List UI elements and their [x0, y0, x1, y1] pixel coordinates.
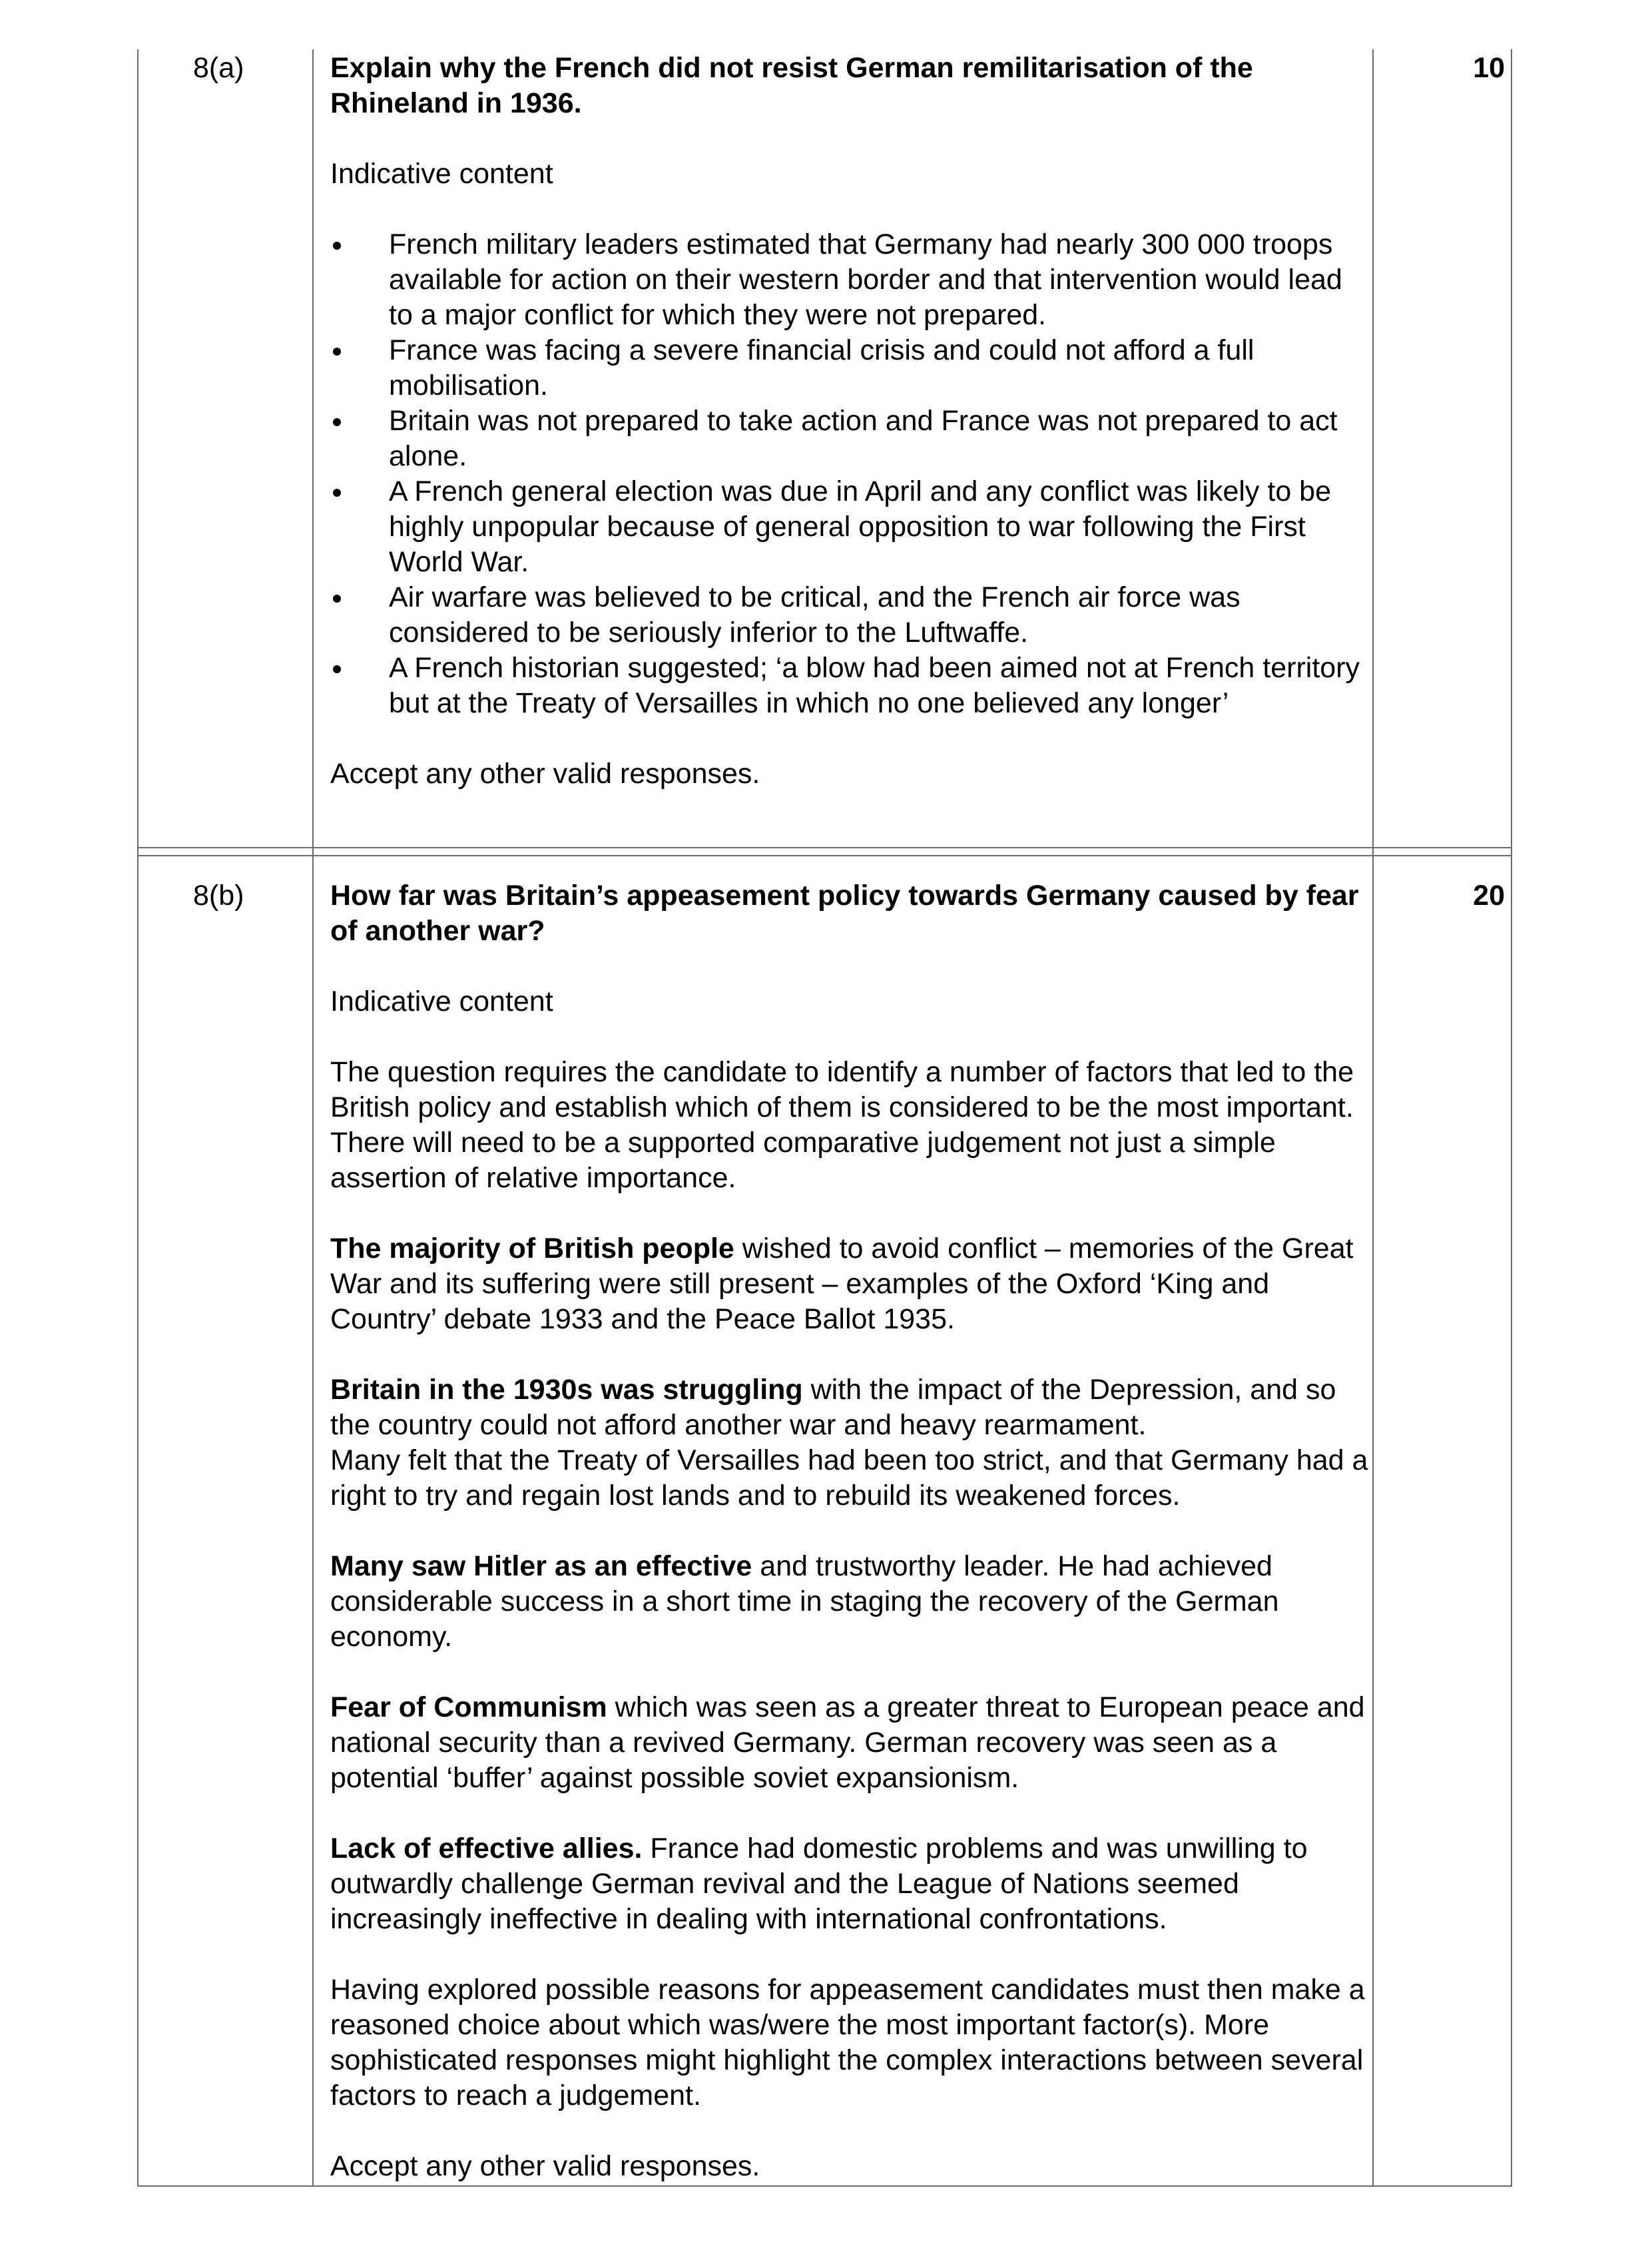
bullet-text: French military leaders estimated that Germany had nearly 300 000 troops available for action on their western border and that intervention would lead to a major conflict for which they were not prepared. — [389, 228, 1342, 331]
bullet-icon — [333, 418, 341, 426]
bullet-item — [330, 580, 1369, 651]
table-border-bottom — [137, 2185, 1512, 2187]
bullet-text: A French historian suggested; ‘a blow had been aimed not at French territory but at the Treaty of Versailles in which no one believed any longer’ — [389, 652, 1360, 719]
factor-paragraph — [330, 1231, 1369, 1337]
factor-lead: The majority of British people — [330, 1233, 734, 1264]
closing-note: Accept any other valid responses. — [330, 2150, 760, 2182]
table-border-right — [1511, 49, 1512, 2185]
question-number: 8(a) — [193, 52, 244, 84]
bullet-icon — [333, 595, 341, 603]
bullet-item — [330, 474, 1369, 580]
question-number: 8(b) — [193, 880, 244, 912]
bullet-item — [330, 227, 1369, 333]
question-title: How far was Britain’s appeasement policy towards Germany caused by fear of another war? — [330, 880, 1359, 947]
bullet-item — [330, 404, 1369, 474]
question-8b-content — [330, 878, 1369, 2184]
factor-text: France had domestic problems and was unwilling to outwardly challenge German revival and the League of Nations seemed increasingly ineffective in dealing with international confrontations. — [330, 1832, 1308, 1935]
factor-lead: Lack of effective allies. — [330, 1832, 643, 1864]
bullet-icon — [333, 489, 341, 497]
factor-lead: Fear of Communism — [330, 1691, 607, 1723]
bullet-text: A French general election was due in April and any conflict was likely to be highly unpopular because of general opposition to war following the First World War. — [389, 475, 1332, 578]
bullet-text: France was facing a severe financial crisis and could not afford a full mobilisation. — [389, 334, 1254, 402]
question-marks: 20 — [1473, 880, 1505, 912]
factor-text: wished to avoid conflict – memories of the Great War and its suffering were still present – examples of the Oxford ‘King and Country’ debate 1933 and the Peace Ballot 1935. — [330, 1233, 1354, 1335]
factor-paragraph — [330, 1831, 1369, 1937]
table-border-left — [137, 49, 138, 2185]
factor-extra-text: Many felt that the Treaty of Versailles had been too strict, and that Germany had a right to try and regain lost lands and to rebuild its weakened forces. — [330, 1444, 1368, 1512]
factor-text: with the impact of the Depression, and so the country could not afford another war and heavy rearmament. — [330, 1374, 1336, 1441]
bullet-icon — [333, 665, 341, 673]
question-title: Explain why the French did not resist German remilitarisation of the Rhineland in 1936. — [330, 52, 1253, 119]
intro-paragraph: The question requires the candidate to identify a number of factors that led to the British policy and establish which of them is considered to be the most important. There will need to be a supported comparative judgement not just a simple assertion of relative importance. — [330, 1056, 1354, 1194]
indicative-content-label: Indicative content — [330, 985, 553, 1017]
bullet-icon — [333, 348, 341, 356]
factor-paragraph — [330, 1549, 1369, 1655]
factor-paragraph — [330, 1690, 1369, 1796]
bullet-text: Air warfare was believed to be critical, and the French air force was considered to be seriously inferior to the Luftwaffe. — [389, 581, 1240, 649]
row-separator-top — [137, 847, 1512, 848]
bullet-item — [330, 333, 1369, 404]
bullet-icon — [333, 242, 341, 250]
factor-text: which was seen as a greater threat to European peace and national security than a revived Germany. German recovery was seen as a potential ‘buffer’ against possible soviet expansionism. — [330, 1691, 1365, 1794]
bullet-list — [330, 227, 1369, 721]
row-separator-bottom — [137, 855, 1512, 856]
question-8a-content — [330, 51, 1369, 792]
column-divider-marks — [1372, 49, 1374, 2185]
closing-note: Accept any other valid responses. — [330, 758, 760, 790]
factor-lead: Many saw Hitler as an effective — [330, 1550, 752, 1582]
bullet-item — [330, 651, 1369, 721]
factor-paragraph — [330, 1372, 1369, 1514]
factor-text: and trustworthy leader. He had achieved considerable success in a short time in staging the recovery of the German economy. — [330, 1550, 1279, 1653]
factor-lead: Britain in the 1930s was struggling — [330, 1374, 803, 1406]
question-marks: 10 — [1473, 52, 1505, 84]
bullet-text: Britain was not prepared to take action and France was not prepared to act alone. — [389, 405, 1338, 472]
conclusion-paragraph: Having explored possible reasons for appeasement candidates must then make a reasoned choice about which was/were the most important factor(s). More sophisticated responses might highlight the complex interactions between several factors to reach a judgement. — [330, 1974, 1365, 2111]
column-divider-number — [312, 49, 314, 2185]
indicative-content-label: Indicative content — [330, 158, 553, 190]
